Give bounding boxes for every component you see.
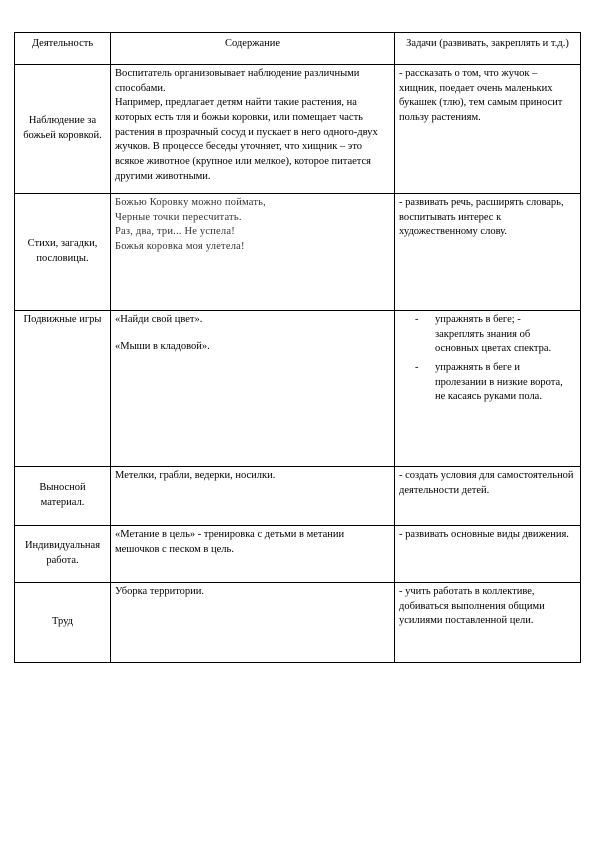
content-cell: Уборка территории.: [111, 583, 395, 663]
content-cell: Метелки, грабли, ведерки, носилки.: [111, 467, 395, 526]
poem-line: Черные точки пересчитать.: [115, 211, 242, 223]
tasks-cell: - развивать речь, расширять словарь, воспитывать интерес к художественному слову.: [395, 194, 581, 311]
game-name: «Найди свой цвет».: [115, 314, 203, 325]
table-row: [15, 526, 581, 583]
table-row: [15, 311, 581, 467]
content-cell: [111, 65, 395, 194]
content-cell: [111, 194, 395, 311]
table-row: [15, 194, 581, 311]
poem-line: Раз, два, три... Не успела!: [115, 226, 235, 238]
game-name: «Мыши в кладовой».: [115, 340, 210, 352]
activity-cell: Выносной материал.: [15, 467, 111, 526]
content-paragraph: Воспитатель организовывает наблюдение различными способами.: [115, 68, 360, 94]
header-activity: Деятельность: [15, 33, 111, 65]
tasks-cell: - рассказать о том, что жучок – хищник, поедает очень маленьких букашек (тлю), тем самым приносит пользу растениям.: [395, 65, 581, 194]
activity-table: [14, 32, 581, 663]
header-tasks: Задачи (развивать, закреплять и т.д.): [395, 33, 581, 65]
activity-cell: Стихи, загадки, пословицы.: [15, 194, 111, 311]
bullet-dash: -: [415, 314, 419, 325]
content-cell: [111, 311, 395, 467]
activity-cell: Труд: [15, 583, 111, 663]
activity-cell: Подвижные игры: [15, 311, 111, 467]
tasks-cell: - создать условия для самостоятельной деятельности детей.: [395, 467, 581, 526]
content-paragraph: Например, предлагает детям найти такие растения, на которых есть тля и божьи коровки, или помещает часть растения в прозрачный сосуд и пускает в него одного-двух жучков. В процессе беседы уточняет, что хищник – это всякое животное (крупное или мелкое), которое питается другими животными.: [115, 97, 378, 182]
list-item: [399, 361, 576, 405]
poem-line: Божью Коровку можно поймать,: [115, 197, 266, 208]
task-text: упражнять в беге и пролезании в низкие ворота, не касаясь руками пола.: [435, 362, 563, 403]
table-row: [15, 583, 581, 663]
tasks-cell: - учить работать в коллективе, добиваться выполнения общими усилиями поставленной цели.: [395, 583, 581, 663]
poem-line: Божья коровка моя улетела!: [115, 241, 245, 253]
tasks-cell: - развивать основные виды движения.: [395, 526, 581, 583]
activity-cell: Наблюдение за божьей коровкой.: [15, 65, 111, 194]
activity-cell: Индивидуальная работа.: [15, 526, 111, 583]
tasks-list: [399, 313, 576, 405]
header-content: Содержание: [111, 33, 395, 65]
content-cell: «Метание в цель» - тренировка с детьми в метании мешочков с песком в цель.: [111, 526, 395, 583]
table-row: [15, 65, 581, 194]
list-item: [399, 313, 576, 357]
tasks-cell: [395, 311, 581, 467]
task-text: упражнять в беге; - закреплять знания об основных цветах спектра.: [435, 314, 552, 355]
bullet-dash: -: [415, 362, 419, 374]
header-row: [15, 33, 581, 65]
table-row: [15, 467, 581, 526]
